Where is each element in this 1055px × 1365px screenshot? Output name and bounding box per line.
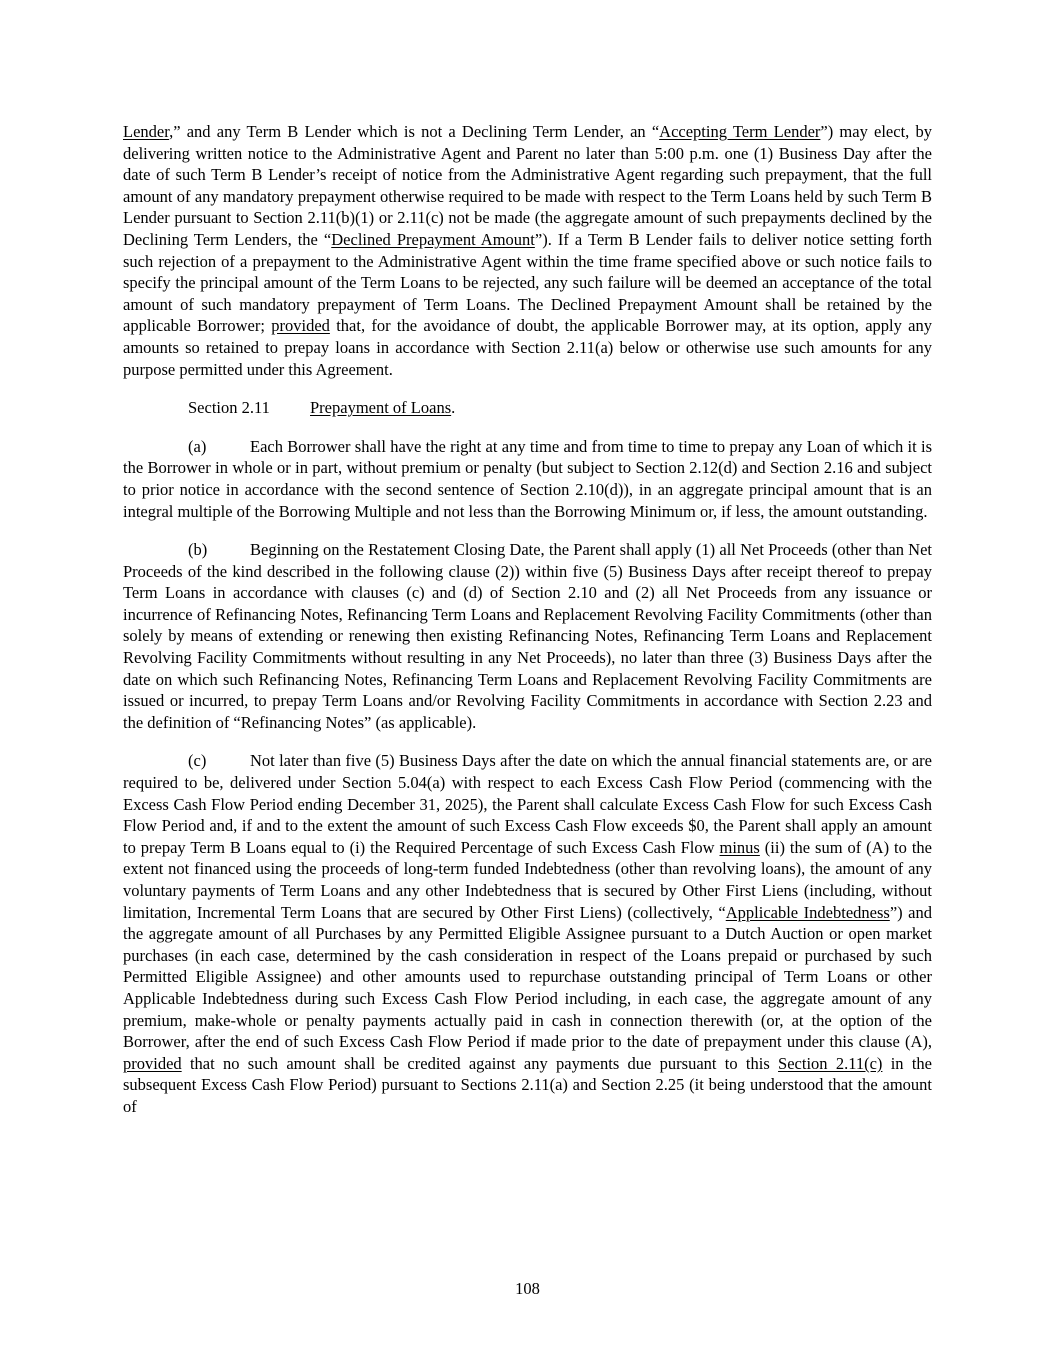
text-run: in the subsequent Excess Cash Flow Period) pursuant to Sections 2.11(a) and Section 2.25 (it being understood that the amount of [123, 1053, 933, 1116]
text-run: that no such amount shall be credited against any payments due pursuant to this [181, 1053, 779, 1073]
paragraph-label: (c) [188, 751, 207, 771]
underlined-text: minus [719, 837, 760, 857]
page-number: 108 [515, 1279, 540, 1298]
paragraph-c [123, 750, 932, 1117]
text-run: . [451, 398, 456, 418]
underlined-text: Declined Prepayment Amount [331, 229, 535, 249]
text-run: ”). If a Term B Lender fails to deliver notice setting forth such rejection of a prepayment to the Administrative Agent within the time frame specified above or such notice fails to specify the principal amount of the Term Loans to be rejected, any such failure will be deemed an acceptance of the total amount of such mandatory prepayment of Term Loans. The Declined Prepayment Amount shall be retained by the applicable Borrower; [123, 229, 932, 336]
section-heading [123, 397, 932, 419]
text-run: that, for the avoidance of doubt, the applicable Borrower may, at its option, apply any amounts so retained to prepay loans in accordance with Section 2.11(a) below or otherwise use such amounts for any purpose permitted under this Agreement. [123, 316, 933, 379]
underlined-text: Accepting Term Lender [659, 122, 821, 141]
text-run: (ii) the sum of (A) to the extent not financed using the proceeds of long-term funded Indebtedness (other than revolving loans), the amount of any voluntary payments of Term Loans and any other Indebtedness that is secured by Other First Liens (including, without limitation, Incremental Term Loans that are secured by Other First Liens) (collectively, “ [123, 837, 932, 922]
underlined-text: provided [271, 316, 330, 336]
text-run: ”) and the aggregate amount of all Purchases by any Permitted Eligible Assignee pursuant to a Dutch Auction or open market purchases (in each case, determined by the cash consideration in respect of the Loans prepaid or purchased by such Permitted Eligible Assignee) and other amounts used to repurchase outstanding principal of Term Loans or other Applicable Indebtedness during such Excess Cash Flow Period including, in each case, the aggregate amount of any premium, make-whole or penalty payments actually paid in cash in connection therewith (or, at the option of the Borrower, after the end of such Excess Cash Flow Period if made prior to the date of prepayment under this clause (A), [123, 902, 932, 1052]
underlined-text: provided [123, 1053, 182, 1073]
document-body [123, 121, 932, 1135]
text-run: Each Borrower shall have the right at any time and from time to time to prepay any Loan of which it is the Borrower in whole or in part, without premium or penalty (but subject to Section 2.12(d) and Section 2.16 and subject to prior notice in accordance with the second sentence of Section 2.10(d)), in an aggregate principal amount that is an integral multiple of the Borrowing Multiple and not less than the Borrowing Minimum or, if less, the amount outstanding. [123, 436, 932, 521]
paragraph-b [123, 539, 932, 733]
underlined-text: Section 2.11(c) [778, 1053, 883, 1073]
text-run: ,” and any Term B Lender which is not a Declining Term Lender, an “ [169, 122, 660, 141]
paragraph-continuation [123, 121, 932, 380]
underlined-text: Lender [123, 122, 170, 141]
underlined-text: Prepayment of Loans [310, 398, 452, 418]
paragraph-a [123, 436, 932, 522]
paragraph-label: (a) [188, 436, 207, 456]
text-run: Beginning on the Restatement Closing Date, the Parent shall apply (1) all Net Proceeds (other than Net Proceeds of the kind described in the following clause (2)) within five (5) Business Days after receipt thereof to prepay Term Loans in accordance with clauses (c) and (d) of Section 2.10 and (2) all Net Proceeds from any issuance or incurrence of Refinancing Notes, Refinancing Term Loans and Replacement Revolving Facility Commitments (other than solely by means of extending or renewing then existing Refinancing Notes, Refinancing Term Loans and Replacement Revolving Facility Commitments without resulting in any Net Proceeds), no later than three (3) Business Days after the date on which such Refinancing Notes, Refinancing Term Loans and Replacement Revolving Facility Commitments are issued or incurred, to prepay Term Loans and/or Revolving Facility Commitments in accordance with Section 2.23 and the definition of “Refinancing Notes” (as applicable). [123, 540, 932, 732]
text-run: Not later than five (5) Business Days after the date on which the annual financial statements are, or are required to be, delivered under Section 5.04(a) with respect to each Excess Cash Flow Period (commencing with the Excess Cash Flow Period ending December 31, 2025), the Parent shall calculate Excess Cash Flow for such Excess Cash Flow Period and, if and to the extent the amount of such Excess Cash Flow exceeds $0, the Parent shall apply an amount to prepay Term B Loans equal to (i) the Required Percentage of such Excess Cash Flow [123, 751, 932, 857]
text-run: ”) may elect, by delivering written notice to the Administrative Agent and Parent no later than 5:00 p.m. one (1) Business Day after the date of such Term B Lender’s receipt of notice from the Administrative Agent regarding such prepayment, that the full amount of any mandatory prepayment otherwise required to be made with respect to the Term Loans held by such Term B Lender pursuant to Section 2.11(b)(1) or 2.11(c) not be made (the aggregate amount of such prepayments declined by the Declining Term Lenders, the “ [123, 122, 932, 249]
underlined-text: Applicable Indebtedness [725, 902, 890, 922]
paragraph-label: (b) [188, 540, 208, 560]
paragraph-label: Section 2.11 [188, 398, 270, 418]
